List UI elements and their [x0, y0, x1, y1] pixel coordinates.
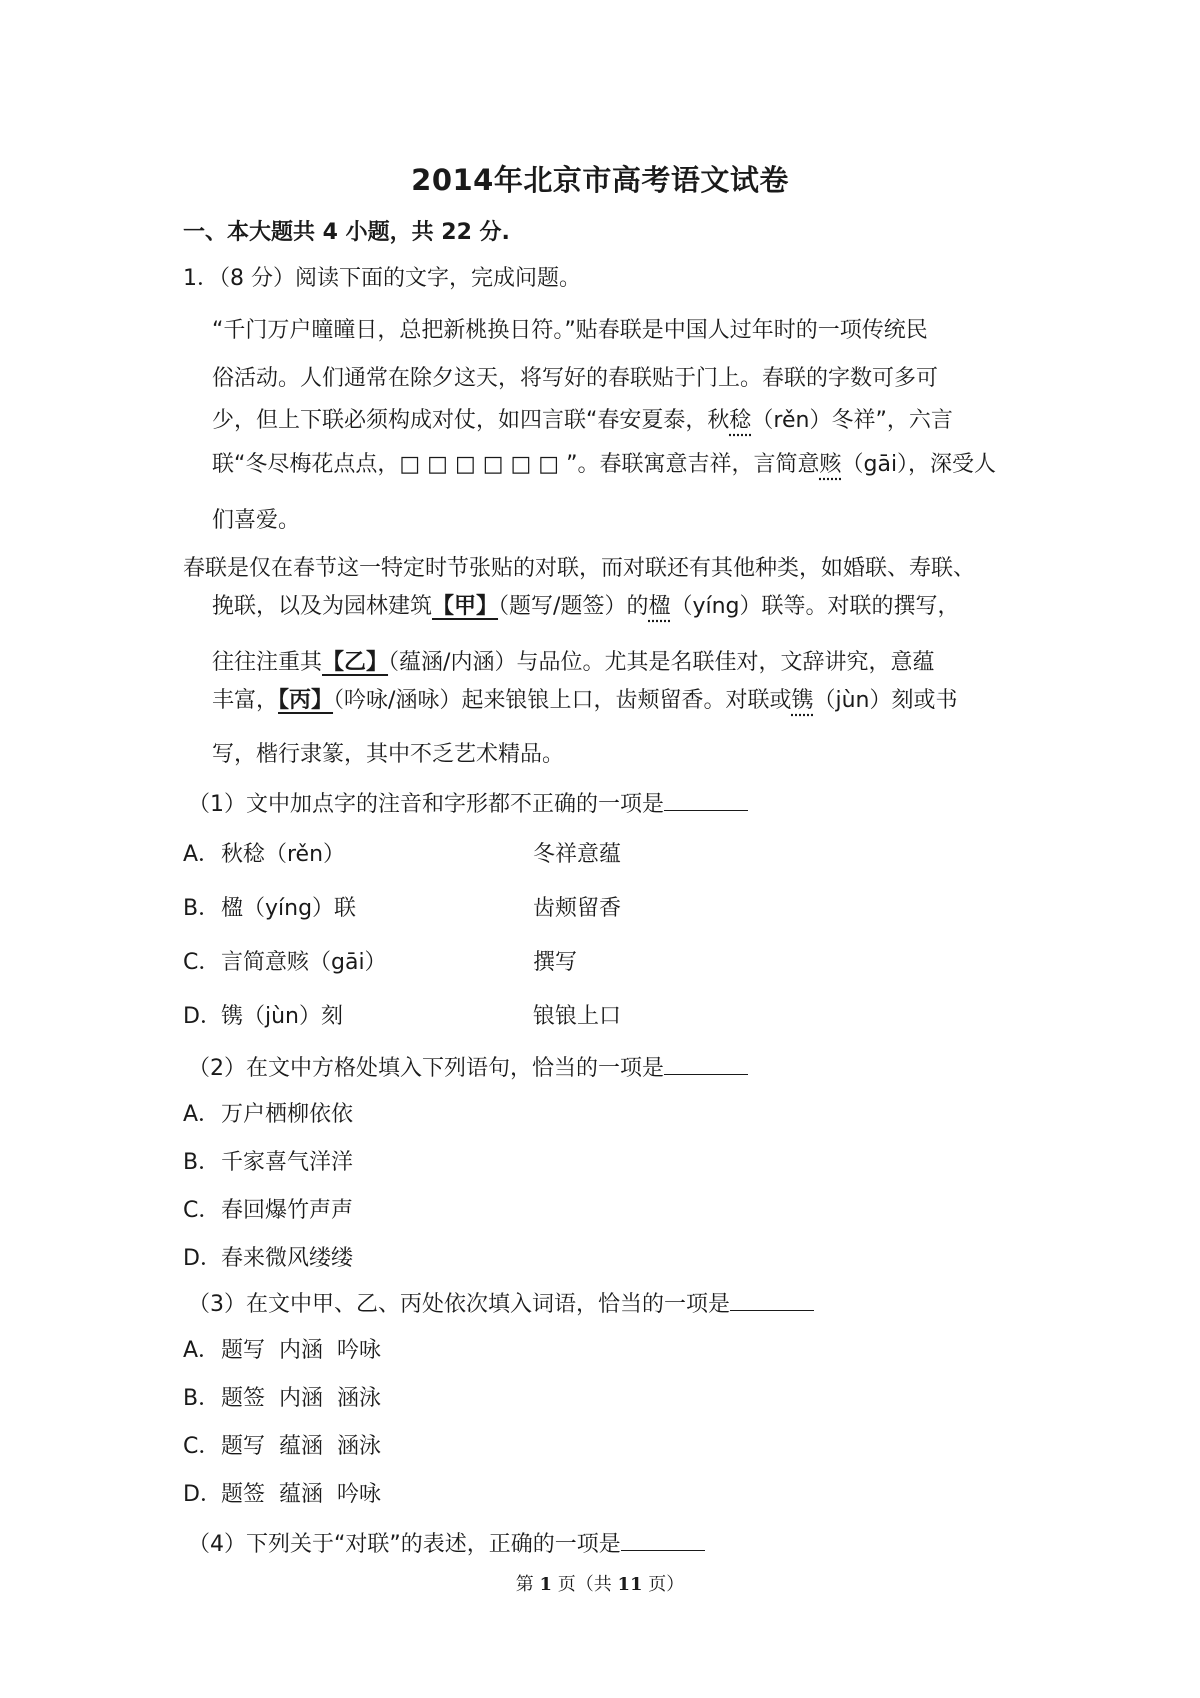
passage-text: 丰富，	[212, 688, 279, 713]
question-1-intro: 1．（8 分）阅读下面的文字，完成问题。	[183, 266, 581, 291]
answer-blank[interactable]	[664, 790, 748, 811]
option-text: 秋稔（rěn）	[221, 842, 346, 867]
option-letter: C．	[183, 1434, 221, 1459]
footer-text: 第	[515, 1574, 540, 1595]
passage-text: （gāi），深受人	[841, 452, 997, 477]
option-2c[interactable]	[183, 1198, 353, 1224]
current-page-number: 1	[539, 1574, 552, 1595]
option-letter: B．	[183, 1150, 221, 1175]
option-text-secondary: 冬祥意蕴	[533, 842, 622, 867]
passage-text: 挽联，以及为园林建筑	[212, 594, 433, 619]
option-3b[interactable]	[183, 1386, 381, 1412]
option-3d[interactable]	[183, 1482, 381, 1508]
option-1c[interactable]	[183, 950, 578, 976]
dotted-char: 赅	[819, 452, 842, 477]
option-text: 春回爆竹声声	[221, 1198, 354, 1223]
option-text-secondary: 齿颊留香	[533, 896, 622, 921]
sub-question-prompt: （1）文中加点字的注音和字形都不正确的一项是	[188, 792, 664, 817]
footer-text: 页（共	[552, 1574, 618, 1595]
passage-line-10: 写，楷行隶篆，其中不乏艺术精品。	[212, 742, 565, 767]
option-text: 春来微风缕缕	[221, 1246, 354, 1271]
passage-text: 往往注重其	[212, 650, 323, 675]
passage-text: （jùn）刻或书	[813, 688, 958, 713]
sub-question-prompt: （3）在文中甲、乙、丙处依次填入词语，恰当的一项是	[188, 1292, 730, 1317]
option-1b[interactable]	[183, 896, 622, 922]
passage-text: （rěn）冬祥”，六言	[751, 408, 953, 433]
option-letter: D．	[183, 1004, 222, 1029]
answer-blank[interactable]	[664, 1054, 748, 1075]
option-letter: A．	[183, 842, 221, 867]
option-2d[interactable]	[183, 1246, 353, 1272]
option-letter: B．	[183, 896, 221, 921]
option-2b[interactable]	[183, 1150, 353, 1176]
passage-line-2: 俗活动。人们通常在除夕这天，将写好的春联贴于门上。春联的字数可多可	[212, 366, 939, 391]
total-page-count: 11	[617, 1574, 643, 1595]
option-2a[interactable]	[183, 1102, 353, 1128]
option-letter: D．	[183, 1482, 222, 1507]
sub-question-4	[188, 1530, 705, 1558]
option-text: 镌（jùn）刻	[221, 1004, 343, 1029]
dotted-char: 镌	[791, 688, 814, 713]
option-3a[interactable]	[183, 1338, 381, 1364]
passage-text: （yíng）联等。对联的撰写，	[670, 594, 960, 619]
option-text: 题写 蕴涵 涵泳	[221, 1434, 381, 1459]
option-letter: A．	[183, 1102, 221, 1127]
option-text-secondary: 撰写	[533, 950, 578, 975]
passage-text: 少，但上下联必须构成对仗，如四言联“春安夏泰，秋	[212, 408, 730, 433]
passage-text: （吟咏/涵咏）起来锒锒上口，齿颊留香。对联或	[333, 688, 792, 713]
page-footer	[0, 1570, 1200, 1596]
page-title: 2014年北京市高考语文试卷	[411, 163, 789, 197]
option-letter: C．	[183, 950, 221, 975]
option-letter: C．	[183, 1198, 221, 1223]
blank-marker-bing: 【丙】	[278, 688, 334, 713]
option-text: 题签 蕴涵 吟咏	[221, 1482, 381, 1507]
option-letter: A．	[183, 1338, 221, 1363]
blank-marker-yi: 【乙】	[322, 650, 389, 675]
passage-text: （题写/题签）的	[498, 594, 649, 619]
footer-text: 页）	[642, 1574, 685, 1595]
passage-text: 联“冬尽梅花点点，□ □ □ □ □ □ ”。春联寓意吉祥，言简意	[212, 452, 820, 477]
passage-line-7	[212, 594, 960, 620]
passage-line-9	[212, 688, 957, 714]
passage-line-8	[212, 650, 934, 676]
passage-line-1: “千门万户曈曈日，总把新桃换日符。”贴春联是中国人过年时的一项传统民	[212, 318, 928, 343]
passage-text: （蕴涵/内涵）与品位。尤其是名联佳对，文辞讲究，意蕴	[388, 650, 935, 675]
sub-question-2	[188, 1054, 748, 1082]
option-text: 楹（yíng）联	[221, 896, 357, 921]
dotted-char: 楹	[648, 594, 671, 619]
answer-blank[interactable]	[730, 1290, 814, 1311]
option-text: 千家喜气洋洋	[221, 1150, 354, 1175]
option-1a[interactable]	[183, 842, 622, 868]
sub-question-1	[188, 790, 748, 818]
option-text-secondary: 锒锒上口	[533, 1004, 622, 1029]
passage-line-3	[212, 408, 953, 434]
option-1d[interactable]	[183, 1004, 622, 1030]
option-text: 言简意赅（gāi）	[221, 950, 387, 975]
option-text: 题签 内涵 涵泳	[221, 1386, 381, 1411]
passage-line-6: 春联是仅在春节这一特定时节张贴的对联，而对联还有其他种类，如婚联、寿联、	[183, 556, 976, 581]
option-text: 题写 内涵 吟咏	[221, 1338, 381, 1363]
section-heading: 一、本大题共 4 小题，共 22 分.	[183, 220, 510, 245]
option-3c[interactable]	[183, 1434, 381, 1460]
answer-blank[interactable]	[621, 1530, 705, 1551]
dotted-char: 稔	[729, 408, 752, 433]
option-letter: D．	[183, 1246, 222, 1271]
sub-question-3	[188, 1290, 814, 1318]
blank-marker-jia: 【甲】	[432, 594, 499, 619]
sub-question-prompt: （2）在文中方格处填入下列语句，恰当的一项是	[188, 1056, 664, 1081]
option-text: 万户栖柳依依	[221, 1102, 354, 1127]
option-letter: B．	[183, 1386, 221, 1411]
passage-line-5: 们喜爱。	[212, 508, 301, 533]
sub-question-prompt: （4）下列关于“对联”的表述，正确的一项是	[188, 1532, 621, 1557]
passage-line-4	[212, 452, 996, 478]
